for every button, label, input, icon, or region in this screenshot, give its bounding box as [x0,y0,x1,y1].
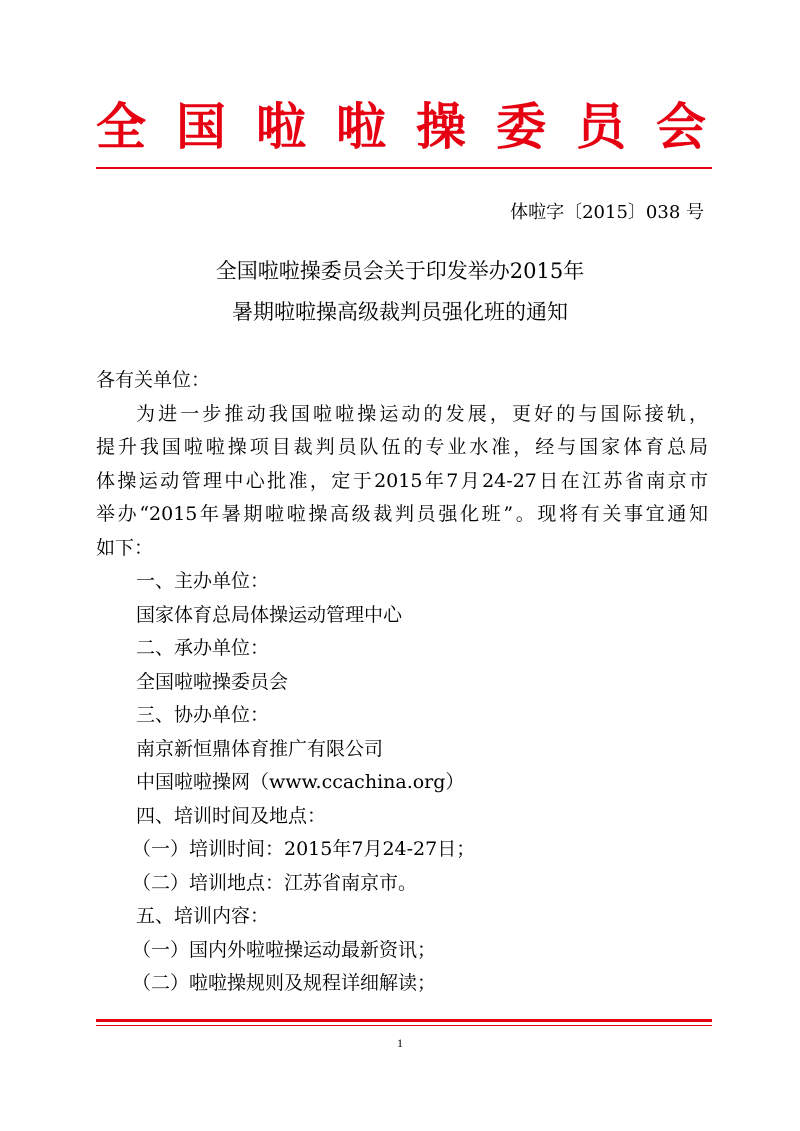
section-heading-3: 三、协办单位： [136,704,270,726]
section-item: （二）培训地点：江苏省南京市。 [132,871,418,894]
masthead-char: 委 [496,97,546,156]
masthead-char: 员 [576,97,626,156]
document-body [96,364,708,1001]
document-title-line-2: 暑期啦啦操高级裁判员强化班的通知 [232,300,568,324]
section-content: 南京新恒鼎体育推广有限公司 [136,737,384,760]
section-item: （一）国内外啦啦操运动最新资讯； [132,938,437,961]
section-heading-4: 四、培训时间及地点： [136,804,327,827]
section-item: （一）培训时间：2015年7月24-27日； [132,838,476,860]
masthead-char: 全 [96,97,146,156]
section-content: 全国啦啦操委员会 [136,670,289,693]
section-content: 国家体育总局体操运动管理中心 [136,603,403,626]
paragraph-line: 提升我国啦啦操项目裁判员队伍的专业水准，经与国家体育总局 [96,436,708,458]
masthead-char: 啦 [336,97,386,156]
section-heading-1: 一、主办单位： [136,570,270,592]
section-heading-5: 五、培训内容： [136,905,270,927]
footer-divider-thick [96,1019,712,1022]
page-number: 1 [397,1036,403,1050]
paragraph-line: 举办“2015年暑期啦啦操高级裁判员强化班”。现将有关事宜通知 [96,503,708,525]
salutation: 各有关单位： [96,369,211,391]
masthead-char: 啦 [256,97,306,156]
masthead-divider [96,167,712,169]
paragraph-line: 为进一步推动我国啦啦操运动的发展，更好的与国际接轨， [136,402,708,425]
paragraph-line: 如下： [96,536,154,559]
document-title-line-1: 全国啦啦操委员会关于印发举办2015年 [215,259,585,283]
masthead-char: 会 [656,97,706,156]
document-number: 体啦字〔2015〕038 号 [510,202,704,223]
section-item: （二）啦啦操规则及规程详细解读； [132,972,437,994]
masthead-title [96,95,706,159]
section-content: 中国啦啦操网（www.ccachina.org） [136,771,465,793]
masthead-char: 操 [416,97,466,156]
paragraph-line: 体操运动管理中心批准，定于2015年7月24-27日在江苏省南京市 [96,469,708,492]
section-heading-2: 二、承办单位： [136,637,270,659]
masthead-char: 国 [176,97,226,156]
footer-divider-thin [96,1025,712,1026]
